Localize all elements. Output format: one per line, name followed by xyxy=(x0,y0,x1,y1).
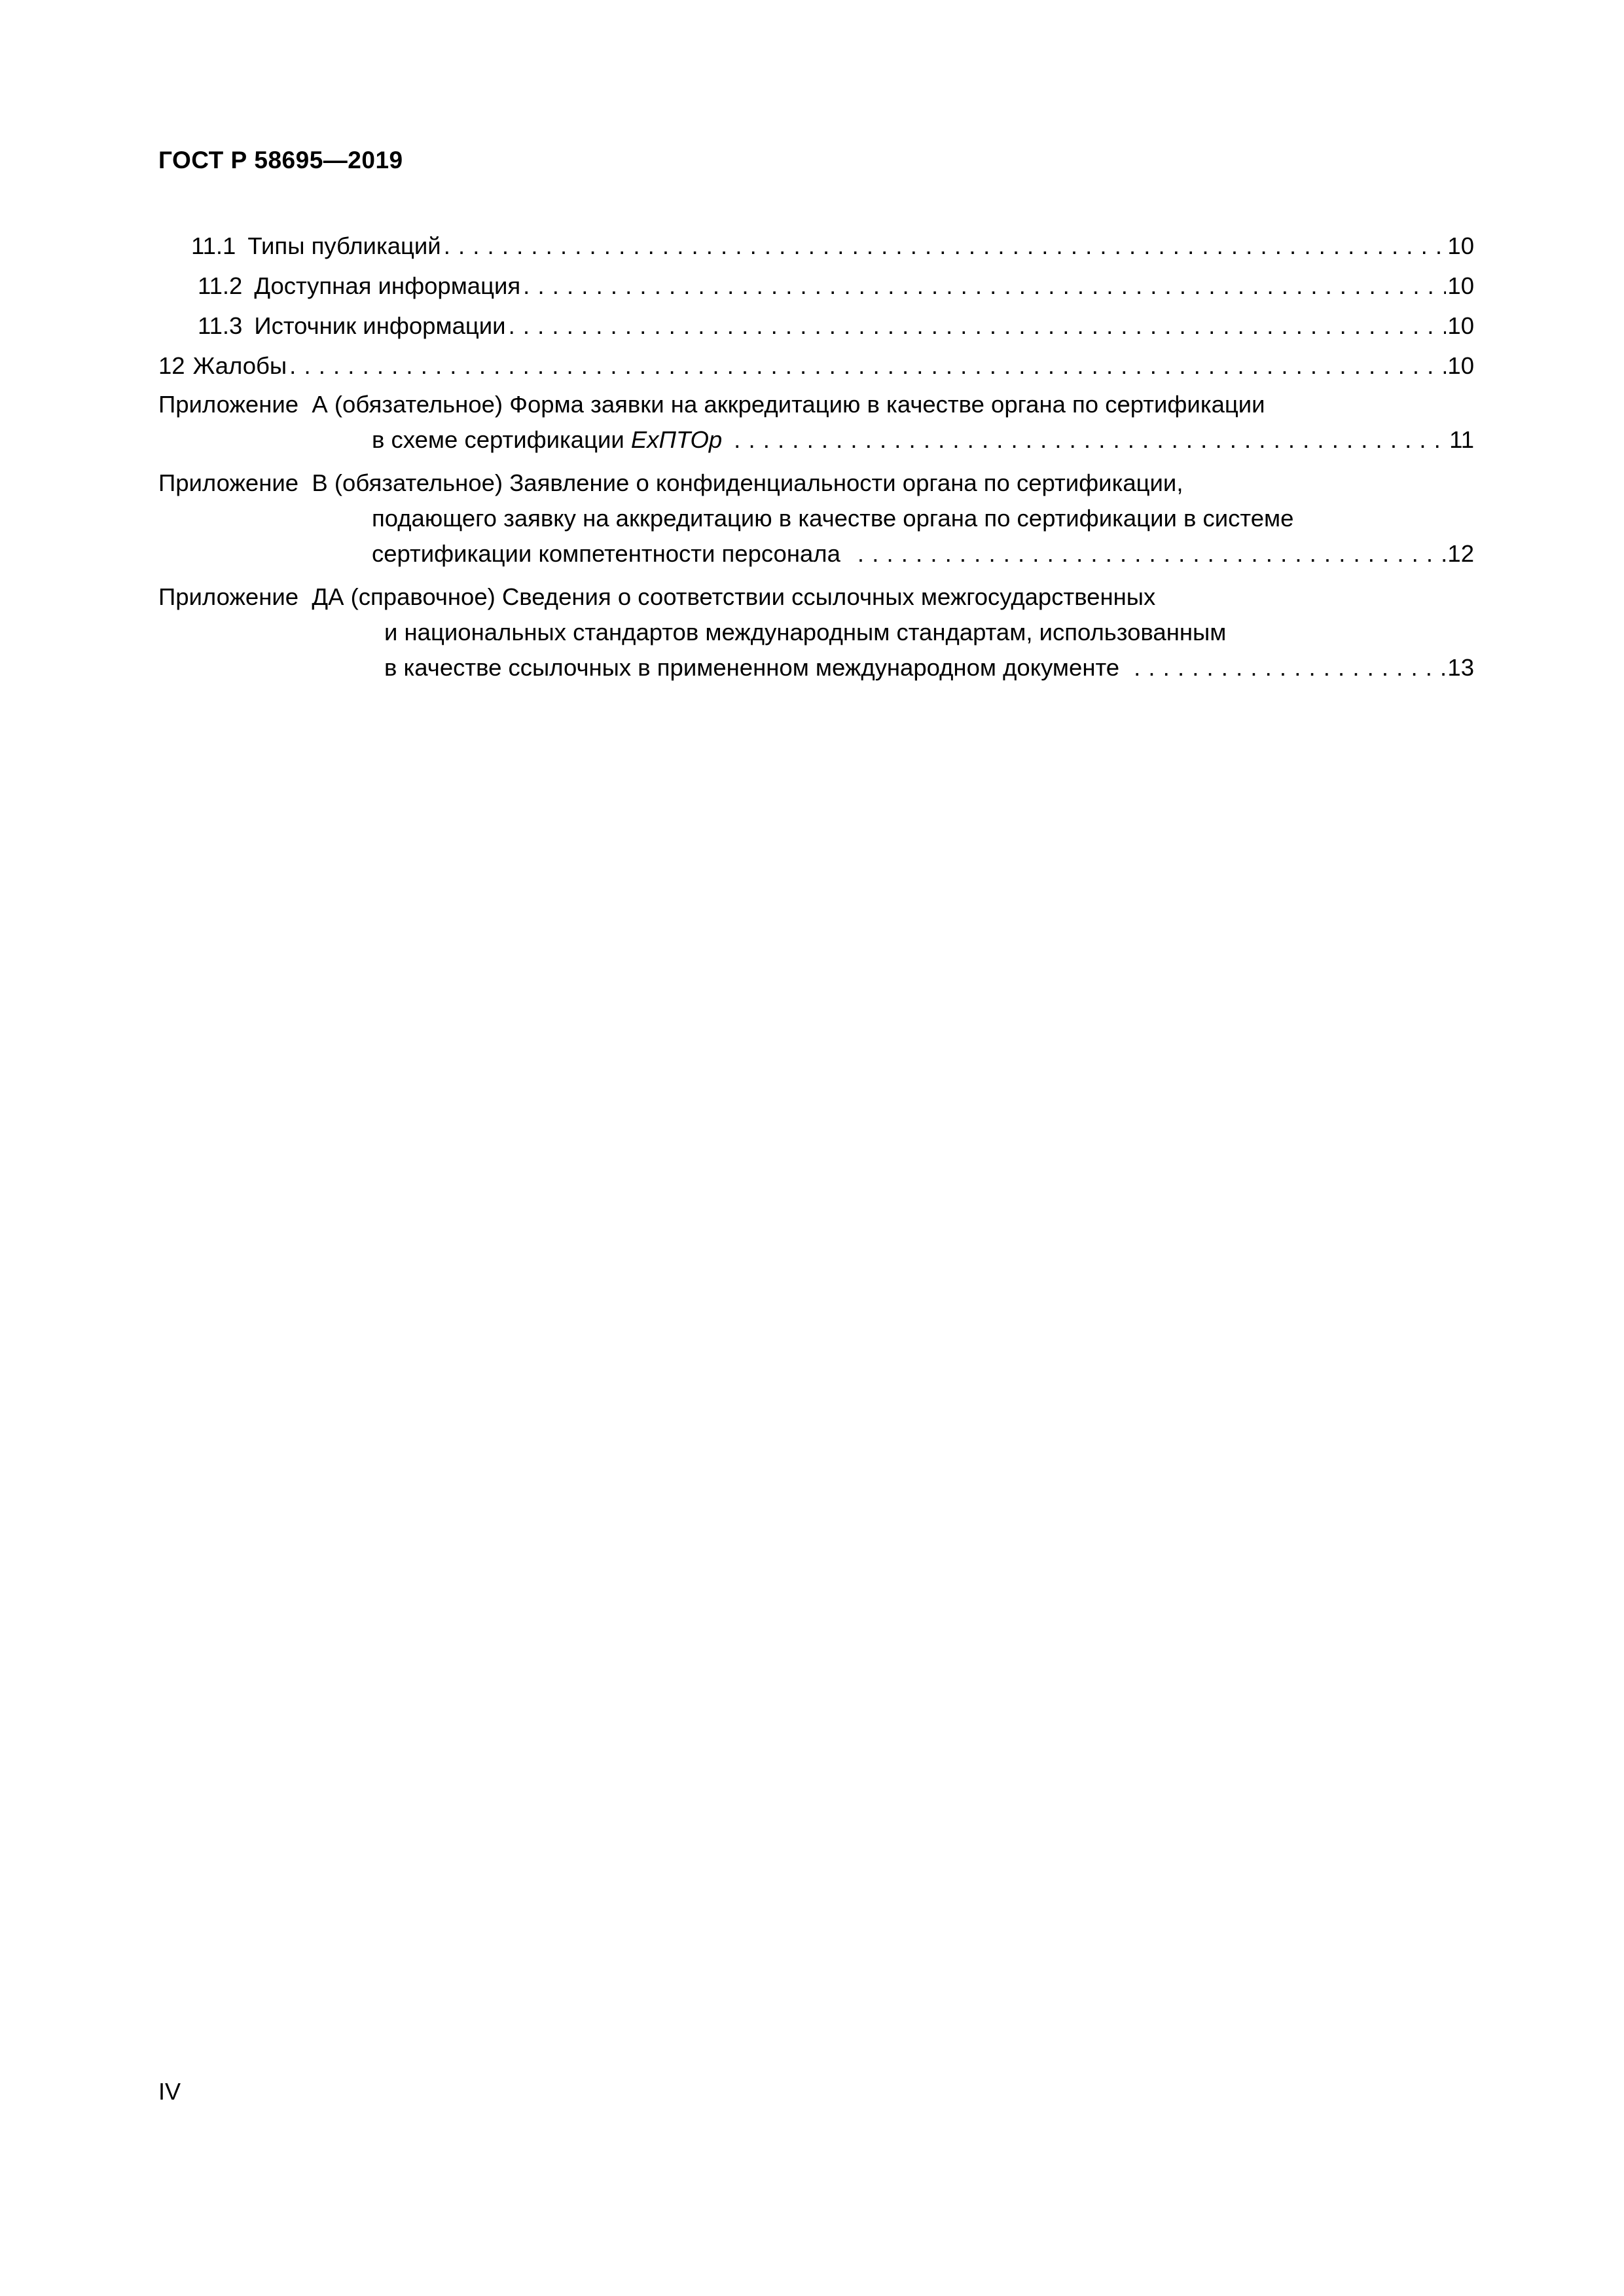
annex-letter: ДА xyxy=(312,583,344,610)
annex-letter: А xyxy=(312,391,328,418)
table-of-contents xyxy=(158,226,1474,685)
toc-entry-title: Источник информации xyxy=(254,312,506,339)
annex-letter: В xyxy=(312,469,328,496)
scheme-name: ExПТОр xyxy=(630,426,723,453)
dot-leader xyxy=(1134,650,1446,685)
toc-entry-page: 11 xyxy=(1449,426,1474,453)
toc-entry-title: Доступная информация xyxy=(254,272,521,299)
annex-title-line: в схеме сертификации xyxy=(372,426,631,453)
toc-entry-page: 10 xyxy=(1447,352,1474,379)
toc-entry-11-3[interactable] xyxy=(158,306,1474,346)
toc-entry-title: Типы публикаций xyxy=(247,232,441,259)
annex-title-line: и национальных стандартов международным стандартам, использованным xyxy=(384,619,1227,646)
dot-leader xyxy=(509,306,1447,346)
toc-annex-da[interactable] xyxy=(158,579,1474,685)
toc-entry-11-1[interactable] xyxy=(158,226,1474,266)
dot-leader xyxy=(289,346,1446,386)
document-code-header: ГОСТ Р 58695—2019 xyxy=(158,147,403,173)
dot-leader xyxy=(857,536,1446,572)
page-number: IV xyxy=(158,2078,181,2105)
toc-entry-page: 10 xyxy=(1447,272,1474,299)
toc-entry-number: 11.1 xyxy=(191,232,236,259)
toc-entry-12[interactable] xyxy=(158,346,1474,386)
toc-entry-title: Жалобы xyxy=(192,352,287,379)
toc-entry-page: 13 xyxy=(1447,654,1474,681)
toc-entry-page: 10 xyxy=(1447,312,1474,339)
annex-title-line: (справочное) Сведения о соответствии ссылочных межгосударственных xyxy=(350,583,1156,610)
dot-leader xyxy=(444,226,1447,266)
dot-leader xyxy=(523,266,1446,306)
annex-label: Приложение xyxy=(158,391,299,418)
toc-annex-a[interactable] xyxy=(158,387,1474,458)
toc-entry-11-2[interactable] xyxy=(158,266,1474,306)
annex-title-line: (обязательное) Заявление о конфиденциальности органа по сертификации, xyxy=(334,469,1183,496)
toc-entry-page: 12 xyxy=(1447,540,1474,567)
toc-entry-page: 10 xyxy=(1447,232,1474,259)
annex-title-line: подающего заявку на аккредитацию в качестве органа по сертификации в системе xyxy=(372,505,1294,532)
toc-entry-number: 12 xyxy=(158,352,185,379)
annex-label: Приложение xyxy=(158,583,299,610)
dot-leader xyxy=(734,422,1448,458)
toc-entry-number: 11.2 xyxy=(198,272,243,299)
annex-label: Приложение xyxy=(158,469,299,496)
annex-title-line: в качестве ссылочных в примененном международном документе xyxy=(384,654,1120,681)
annex-title-line: сертификации компетентности персонала xyxy=(372,540,840,567)
toc-annex-b[interactable] xyxy=(158,465,1474,572)
toc-entry-number: 11.3 xyxy=(198,312,243,339)
annex-title-line: (обязательное) Форма заявки на аккредитацию в качестве органа по сертификации xyxy=(334,391,1265,418)
